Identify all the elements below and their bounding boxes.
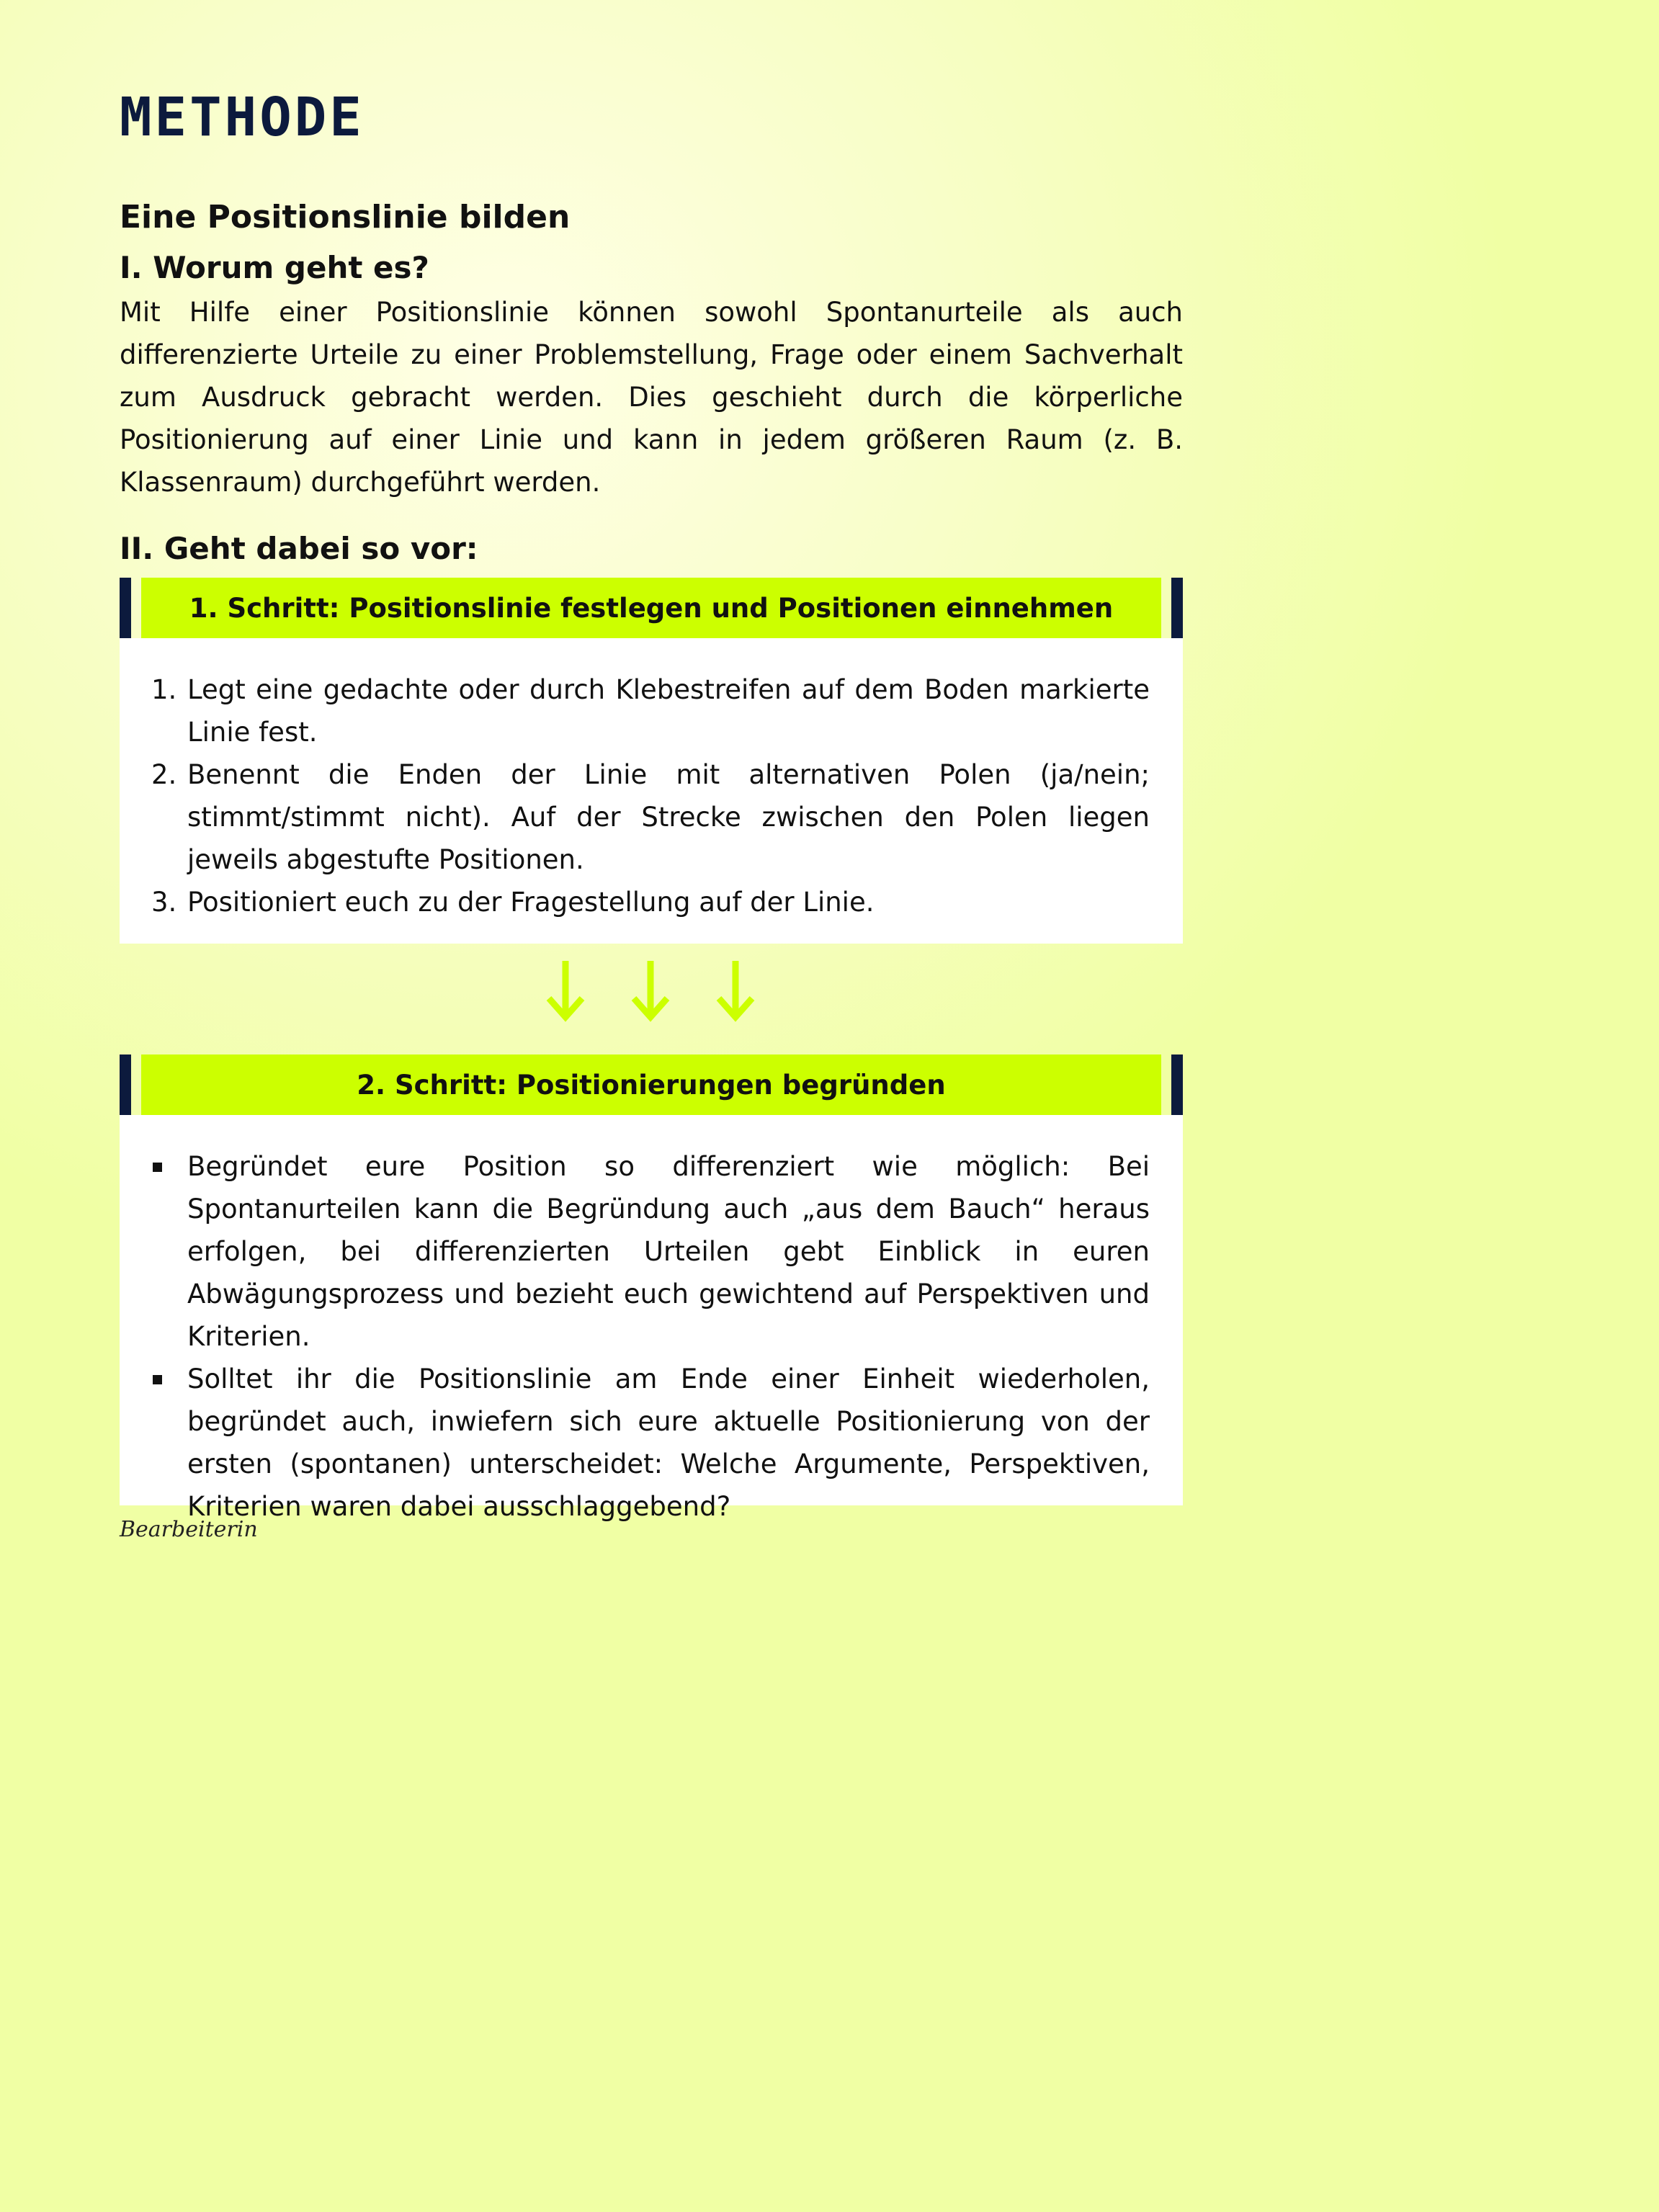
list-item (120, 753, 1183, 881)
step1-list (120, 668, 1183, 923)
down-arrow-icon (549, 961, 582, 1017)
step1-header (120, 578, 1183, 638)
down-arrow-icon (634, 961, 667, 1017)
section2-heading: II. Geht dabei so vor: (120, 531, 478, 566)
list-item (120, 881, 1183, 923)
section1-heading: I. Worum geht es? (120, 250, 429, 285)
list-item (120, 1145, 1183, 1358)
step1-box (120, 638, 1183, 944)
step2-header-left-bar (120, 1054, 131, 1115)
step2-header (120, 1054, 1183, 1115)
bullet-square-icon (153, 1375, 162, 1384)
step2-box (120, 1115, 1183, 1522)
list-item-number: 3. (151, 887, 177, 918)
step1-header-right-bar (1171, 578, 1183, 638)
down-arrow-icon (719, 961, 752, 1017)
list-item-text: Positioniert euch zu der Fragestellung auf der Linie. (187, 887, 875, 918)
step1-title: 1. Schritt: Positionslinie festlegen und Positionen einnehmen (141, 578, 1161, 638)
list-item-number: 2. (151, 759, 177, 790)
section1-text: Mit Hilfe einer Positionslinie können sowohl Spontanurteile als auch differenzierte Urteile zu einer Problemstellung, Frage oder einem Sachverhalt zum Ausdruck gebracht werden. Dies geschieht durch die körperliche Positionierung auf einer Linie und kann in jedem größeren Raum (z. B. Klassenraum) durchgeführt werden. (120, 297, 1183, 498)
methode-label: METHODE (120, 86, 365, 148)
bullet-square-icon (153, 1163, 162, 1172)
arrows-group (533, 958, 778, 1023)
list-item-text: Benennt die Enden der Linie mit alternativen Polen (ja/nein; stimmt/stimmt nicht). Auf der Strecke zwischen den Polen liegen jeweils abgestufte Positionen. (187, 759, 1150, 875)
footer-credit: Bearbeiterin (120, 1517, 258, 1542)
step2-list (120, 1145, 1183, 1528)
page-title: Eine Positionslinie bilden (120, 199, 571, 236)
list-item-text: Begründet eure Position so differenziert wie möglich: Bei Spontanurteilen kann die Begründung auch „aus dem Bauch“ heraus erfolgen, bei differenzierten Urteilen gebt Einblick in euren Abwägungsprozess und bezieht euch gewichtend auf Perspektiven und Kriterien. (187, 1151, 1150, 1352)
list-item (120, 1358, 1183, 1528)
step2-title: 2. Schritt: Positionierungen begründen (141, 1054, 1161, 1115)
step1-header-left-bar (120, 578, 131, 638)
list-item-text: Solltet ihr die Positionslinie am Ende einer Einheit wiederholen, begründet auch, inwiefern sich eure aktuelle Positionierung von der ersten (spontanen) unterscheidet: Welche Argumente, Perspektiven, Kriterien waren dabei ausschlaggebend? (187, 1364, 1150, 1522)
list-item-number: 1. (151, 674, 177, 705)
step2-header-right-bar (1171, 1054, 1183, 1115)
list-item-text: Legt eine gedachte oder durch Klebestreifen auf dem Boden markierte Linie fest. (187, 674, 1150, 748)
list-item (120, 668, 1183, 753)
